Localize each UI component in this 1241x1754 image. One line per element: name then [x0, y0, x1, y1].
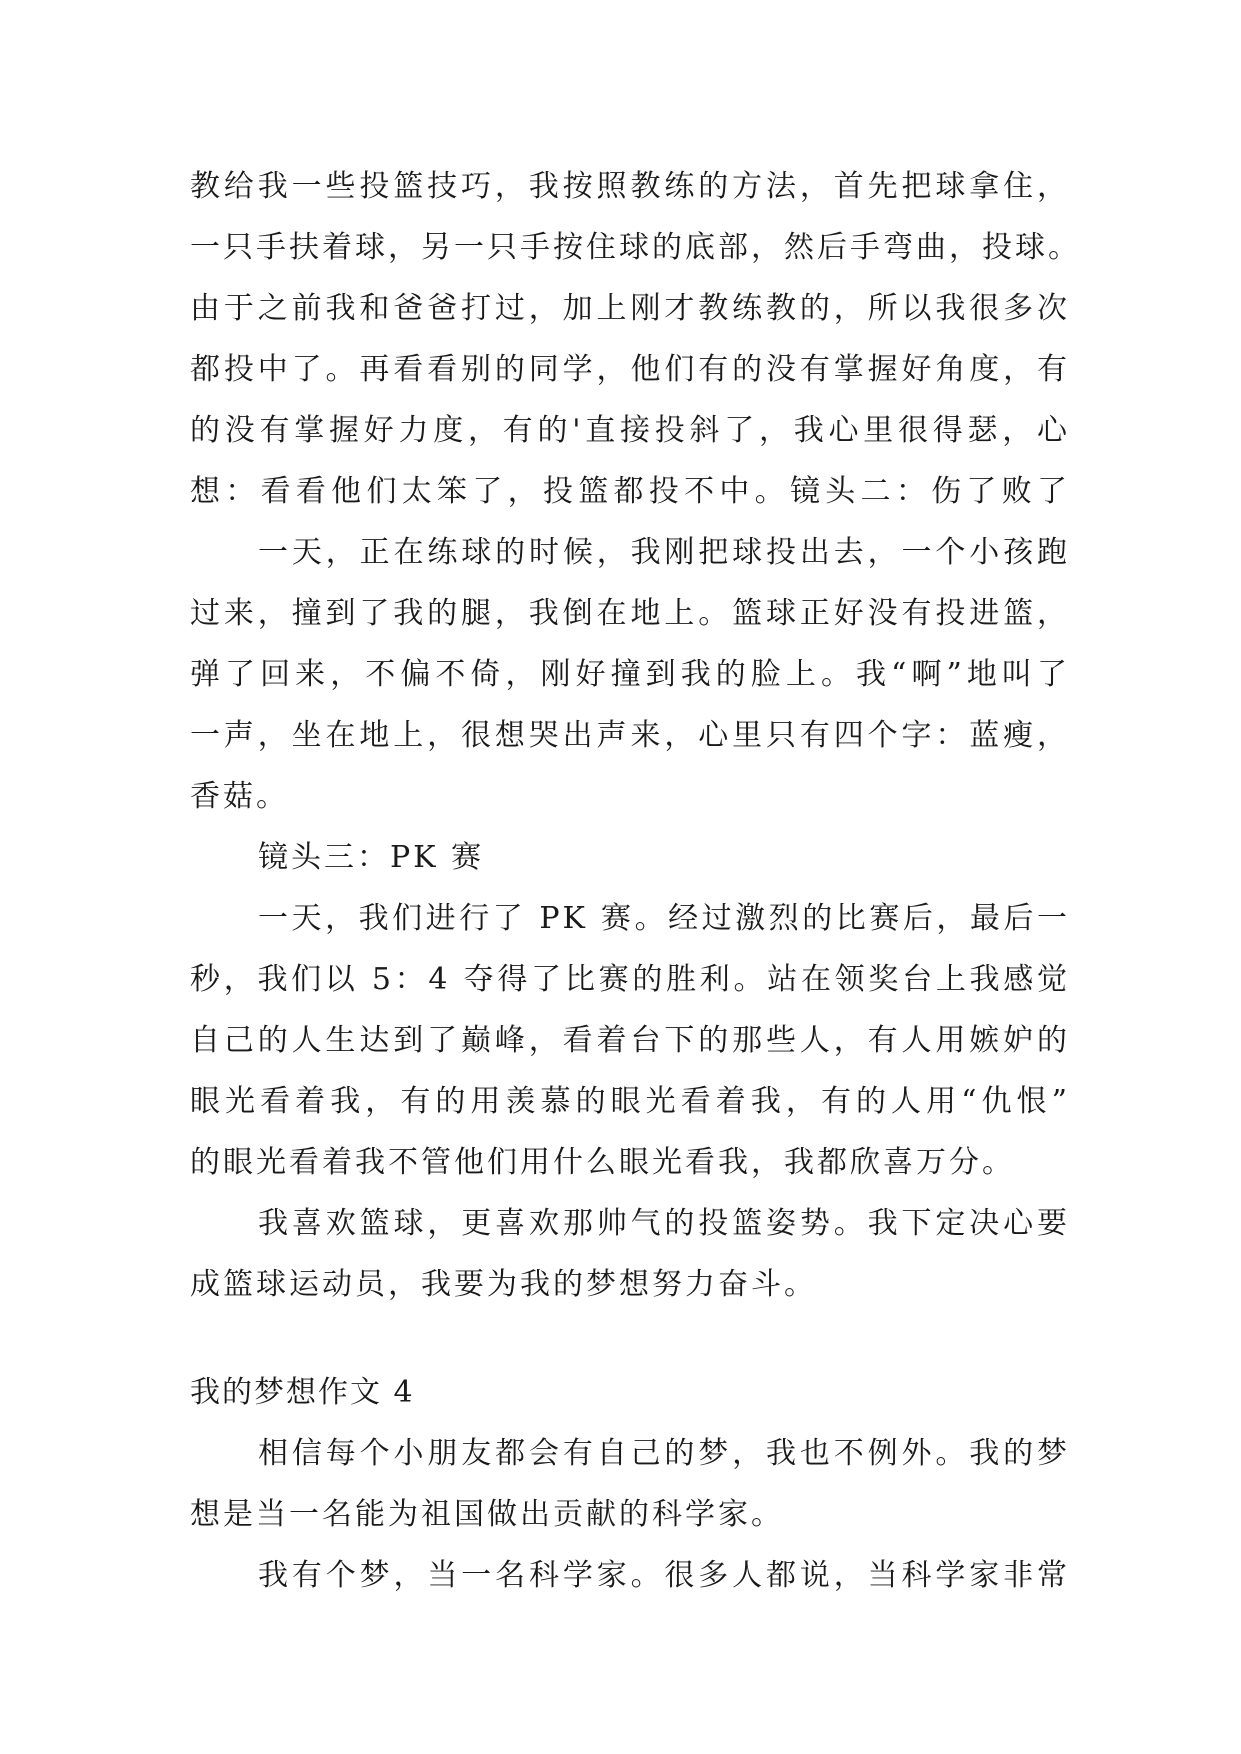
text-line: 眼光看着我，有的用羡慕的眼光看着我，有的人用“仇恨”: [190, 1084, 1070, 1119]
text-line: 想是当一名能为祖国做出贡献的科学家。: [190, 1497, 784, 1532]
text-line: 想：看看他们太笨了，投篮都投不中。镜头二：伤了败了: [190, 474, 1070, 509]
text-line: 一天，我们进行了 PK 赛。经过激烈的比赛后，最后一: [258, 901, 1070, 936]
text-line: 秒，我们以 5：4 夺得了比赛的胜利。站在领奖台上我感觉: [190, 962, 1070, 997]
text-line: 都投中了。再看看别的同学，他们有的没有掌握好角度，有: [190, 352, 1070, 387]
text-line: 一天，正在练球的时候，我刚把球投出去，一个小孩跑: [258, 535, 1070, 570]
text-line: 过来，撞到了我的腿，我倒在地上。篮球正好没有投进篮，: [190, 596, 1070, 631]
text-line: 我喜欢篮球，更喜欢那帅气的投篮姿势。我下定决心要: [258, 1206, 1070, 1241]
text-line: 弹了回来，不偏不倚，刚好撞到我的脸上。我“啊”地叫了: [190, 657, 1070, 692]
section-heading: 我的梦想作文 4: [190, 1375, 415, 1410]
text-line: 成篮球运动员，我要为我的梦想努力奋斗。: [190, 1267, 817, 1302]
text-line: 教给我一些投篮技巧，我按照教练的方法，首先把球拿住，: [190, 169, 1070, 204]
text-line: 的眼光看着我不管他们用什么眼光看我，我都欣喜万分。: [190, 1145, 1015, 1180]
text-line: 相信每个小朋友都会有自己的梦，我也不例外。我的梦: [258, 1436, 1070, 1471]
text-line: 自己的人生达到了巅峰，看着台下的那些人，有人用嫉妒的: [190, 1023, 1070, 1058]
text-line: 一只手扶着球，另一只手按住球的底部，然后手弯曲，投球。: [190, 230, 1081, 265]
text-line: 的没有掌握好力度，有的'直接投斜了，我心里很得瑟，心: [190, 413, 1070, 448]
text-line: 我有个梦，当一名科学家。很多人都说，当科学家非常: [258, 1558, 1070, 1593]
text-line: 香菇。: [190, 779, 289, 814]
text-line: 镜头三：PK 赛: [258, 840, 485, 875]
text-line: 由于之前我和爸爸打过，加上刚才教练教的，所以我很多次: [190, 291, 1070, 326]
text-line: 一声，坐在地上，很想哭出声来，心里只有四个字：蓝瘦，: [190, 718, 1070, 753]
